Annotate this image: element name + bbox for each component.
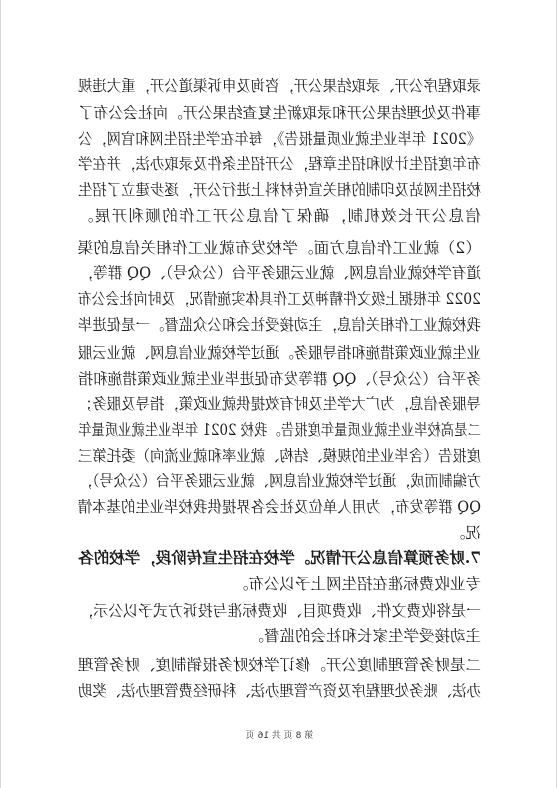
- text-line: 一是将收费文件、收费项目、收费标准与投诉方式予以公示，: [78, 602, 481, 620]
- text-line: 事件及处理结果公开和录取新生复查结果公开。向社会公布了: [78, 104, 481, 122]
- text-line: 《2021 年毕业生就业质量报告》，每年在学生招生网和官网，公: [78, 130, 481, 148]
- text-line: 专业收费标准在招生网上予以公布。: [232, 575, 481, 593]
- text-line: 二是财务管理制度公开。修订学校财务报销制度、财务管理: [77, 656, 481, 674]
- text-line: 信息公开长效机制，确保了信息公开工作的顺利开展。: [76, 207, 481, 225]
- text-line: 度报告（含毕业生的规模、结构、就业率和就业流向）委托第三: [77, 447, 481, 465]
- text-line: 导服务信息，为广大学生及时有效提供就业政策，指导及服务；: [77, 395, 481, 413]
- text-line: 2022 年根据上级文件精神及工作具体实施情况，及时向社会公布: [77, 290, 481, 308]
- text-line: 二是高校毕业生就业质量年度报告。我校 2021 年毕业生就业质量年: [78, 421, 481, 439]
- text-line: 务平台（公众号）、QQ 群等发布促进毕业生就业政策措施和指: [78, 370, 481, 388]
- text-line: 办法、账务处理程序及资产管理办法、科研经费管理办法、奖助: [77, 682, 481, 700]
- text-line: 况。: [449, 524, 481, 542]
- text-line: QQ 群等发布，为用人单位及社会各界提供我校毕业生的基本情: [77, 498, 481, 516]
- text-line: 主动接受学生家长和社会的监督。: [248, 627, 481, 645]
- text-line: 布年度招生计划和招生章程，公开招生条件及录取办法，并在学: [77, 155, 481, 173]
- text-line: 道有学校就业信息网、就业云服务平台（公众号）、QQ 群等，: [78, 264, 481, 282]
- text-line: 方编制而成，通过学校就业信息网、就业云服务平台（公众号），: [78, 472, 481, 490]
- text-line: 我校就业工作相关信息，主动接受社会和公众监督。一是促进毕: [77, 316, 481, 334]
- text-line: 校招生网站及印制的相关宣传材料上进行公开，逐步建立了招生: [77, 181, 481, 199]
- text-line: （2）就业工作信息方面。学校发布就业工作相关信息的渠: [77, 239, 481, 257]
- page-number-footer: 第 8 页 共 16 页: [245, 731, 314, 741]
- text-line: 业生就业政策措施和指导服务。通过学校就业信息网、就业云服: [77, 344, 481, 362]
- mirrored-page-content: [1, 0, 557, 788]
- section-heading: 7.财务预算信息公开情况。学校在招生宣传阶段，学校的各: [78, 548, 481, 567]
- text-line: 录取程序公开、录取结果公开，咨询及申诉渠道公开，重大违规: [77, 77, 481, 95]
